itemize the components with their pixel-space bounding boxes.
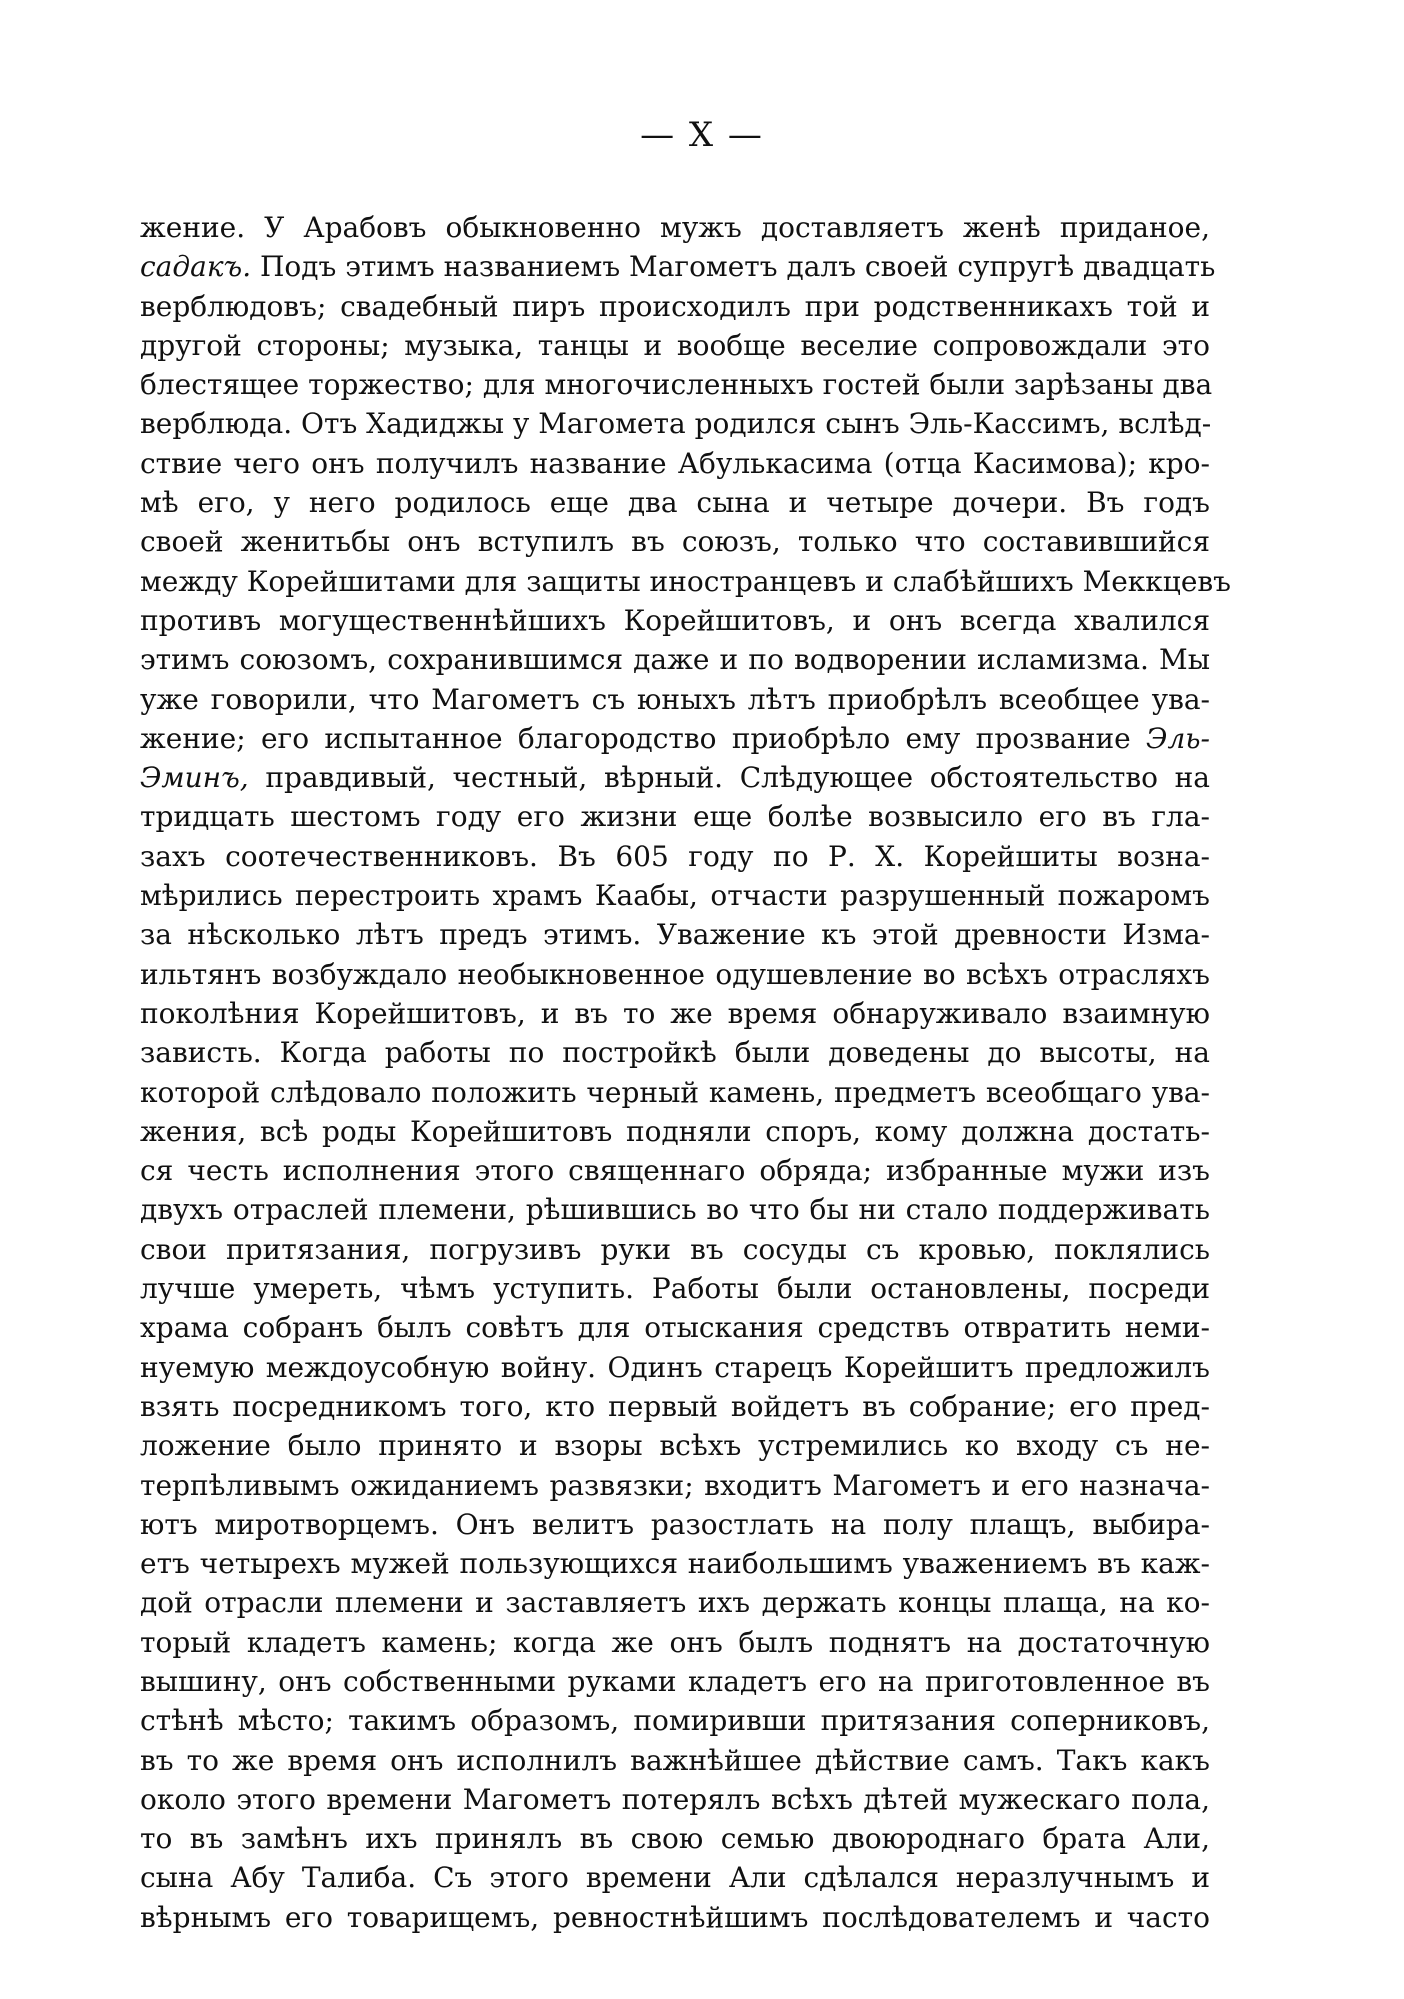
text-line [140,326,1210,365]
text-segment: блестящее торжество; для многочисленныхъ гостей были зарѣзаны два [140,368,1213,402]
text-segment: Подъ этимъ названиемъ Магометъ далъ своей супругѣ двадцать [251,250,1216,284]
text-segment: которой слѣдовало положить черный камень, предметъ всеобщаго ува- [140,1075,1210,1109]
text-line [140,1780,1210,1819]
text-segment: етъ четырехъ мужей пользующихся наибольшимъ уважениемъ въ каж- [140,1547,1210,1581]
text-line [140,208,1210,247]
text-line [140,247,1216,286]
text-segment: нуемую междоусобную войну. Одинъ старецъ Корейшитъ предложилъ [140,1350,1210,1384]
text-segment: между Корейшитами для защиты иностранцевъ и слабѣйшихъ Меккцевъ [140,564,1231,598]
text-line [140,404,1210,443]
text-line [140,1387,1210,1426]
text-line [140,915,1210,954]
text-line [140,1662,1210,1701]
text-line [140,1898,1210,1937]
text-line [140,1308,1210,1347]
text-segment: жение; его испытанное благородство приобрѣло ему прозвание [140,721,1147,755]
text-line [140,1819,1210,1858]
text-segment: за нѣсколько лѣтъ предъ этимъ. Уважение къ этой древности Измa- [140,918,1210,952]
text-line [140,1858,1210,1897]
text-line [140,1466,1210,1505]
text-segment: около этого времени Магометъ потерялъ всѣхъ дѣтей мужескаго пола, [140,1782,1210,1816]
text-segment: поколѣния Корейшитовъ, и въ то же время обнаруживало взаимную [140,996,1210,1030]
text-segment: другой стороны; музыка, танцы и вообще веселие сопровождали это [140,328,1210,362]
text-line [140,1033,1210,1072]
text-segment: храма собранъ былъ совѣтъ для отыскания средствъ отвратить неми- [140,1311,1210,1345]
text-line [140,955,1210,994]
text-segment: ствие чего онъ получилъ название Абулькасима (отца Касимова); кро- [140,446,1210,480]
text-segment: дой отрасли племени и заставляетъ ихъ держать концы плаща, на ко- [140,1586,1210,1620]
text-line [140,1701,1210,1740]
text-line [140,1151,1210,1190]
text-segment: ютъ миротворцемъ. Онъ велитъ разостлать на полу плащъ, выбира- [140,1507,1210,1541]
text-line [140,1269,1210,1308]
text-segment: своей женитьбы онъ вступилъ въ союзъ, только что составившийся [140,525,1210,559]
text-segment: въ то же время онъ исполнилъ важнѣйшее дѣйствие самъ. Такъ какъ [140,1743,1210,1777]
text-segment: вышину, онъ собственными руками кладетъ его на приготовленное въ [140,1664,1210,1698]
text-segment: Эминъ, [140,761,249,795]
text-line [140,797,1210,836]
text-line [140,680,1210,719]
body-text [140,208,1231,1937]
text-line [140,1348,1210,1387]
text-line [140,994,1210,1033]
text-line [140,1505,1210,1544]
text-line [140,876,1210,915]
text-segment: правдивый, честный, вѣрный. Слѣдующее обстоятельство на [248,761,1210,795]
text-line [140,1741,1210,1780]
text-line [140,562,1231,601]
text-segment: верблюда. Отъ Хадиджы у Магомета родился сынъ Эль-Кассимъ, вслѣд- [140,407,1212,441]
text-line [140,758,1210,797]
text-segment: садакъ. [140,250,252,284]
text-line [140,1112,1210,1151]
text-segment: стѣнѣ мѣсто; такимъ образомъ, помиривши притязания соперниковъ, [140,1704,1210,1738]
text-line [140,1426,1210,1465]
text-segment: взять посредникомъ того, кто первый войдетъ въ собрание; его пред- [140,1389,1210,1423]
text-segment: то въ замѣнъ ихъ принялъ въ свою семью двоюроднаго брата Али, [140,1822,1210,1856]
text-line [140,1583,1210,1622]
text-line [140,444,1210,483]
text-segment: противъ могущественнѣйшихъ Корейшитовъ, и онъ всегда хвалился [140,603,1210,637]
text-line [140,1190,1210,1229]
text-segment: Эль- [1146,721,1210,755]
page-number: — X — [640,115,764,155]
text-segment: ложение было принято и взоры всѣхъ устремились ко входу съ не- [140,1429,1210,1463]
text-line [140,287,1210,326]
text-segment: мѣ его, у него родилось еще два сына и четыре дочери. Въ годъ [140,486,1210,520]
text-segment: жениe. У Арабовъ обыкновенно мужъ доставляетъ женѣ приданое, [140,211,1210,244]
text-segment: верблюдовъ; свадебный пиръ происходилъ при родственникахъ той и [140,289,1210,323]
text-segment: зависть. Когда работы по постройкѣ были доведены до высоты, на [140,1036,1210,1070]
text-segment: этимъ союзомъ, сохранившимся даже и по водворении исламизма. Мы [140,643,1210,677]
text-segment: ся честь исполнения этого священнаго обряда; избранные мужи изъ [140,1154,1210,1188]
text-line [140,640,1210,679]
text-segment: сына Абу Талиба. Съ этого времени Али сдѣлался неразлучнымъ и [140,1861,1210,1895]
text-segment: лучше умереть, чѣмъ уступить. Работы были остановлены, посреди [140,1272,1210,1306]
text-line [140,483,1210,522]
text-segment: торый кладетъ камень; когда же онъ былъ поднятъ на достаточную [140,1625,1210,1659]
text-line [140,1073,1210,1112]
text-segment: вѣрнымъ его товарищемъ, ревностнѣйшимъ послѣдователемъ и часто [140,1900,1210,1934]
text-segment: уже говорили, что Магометъ съ юныхъ лѣтъ приобрѣлъ всеобщее ува- [140,682,1210,716]
text-line [140,719,1210,758]
text-line [140,365,1213,404]
text-line [140,522,1210,561]
text-line [140,601,1210,640]
text-line [140,1623,1210,1662]
text-segment: захъ соотечественниковъ. Въ 605 году по Р. Х. Корейшиты вознa- [140,839,1210,873]
text-line [140,1544,1210,1583]
text-segment: свои притязания, погрузивъ руки въ сосуды съ кровью, поклялись [140,1232,1210,1266]
text-line [140,837,1210,876]
text-segment: двухъ отраслей племени, рѣшившись во что бы ни стало поддерживать [140,1193,1210,1227]
text-segment: мѣрились перестроить храмъ Каабы, отчасти разрушенный пожаромъ [140,879,1210,913]
text-segment: терпѣливымъ ожиданиемъ развязки; входитъ Магометъ и его назнача- [140,1468,1210,1502]
text-segment: ильтянъ возбуждало необыкновенное одушевление во всѣхъ отрасляхъ [140,957,1210,991]
text-segment: жения, всѣ роды Корейшитовъ подняли споръ, кому должна достать- [140,1114,1210,1148]
text-line [140,1230,1210,1269]
text-segment: тридцать шестомъ году его жизни еще болѣе возвысило его въ гла- [140,800,1210,834]
